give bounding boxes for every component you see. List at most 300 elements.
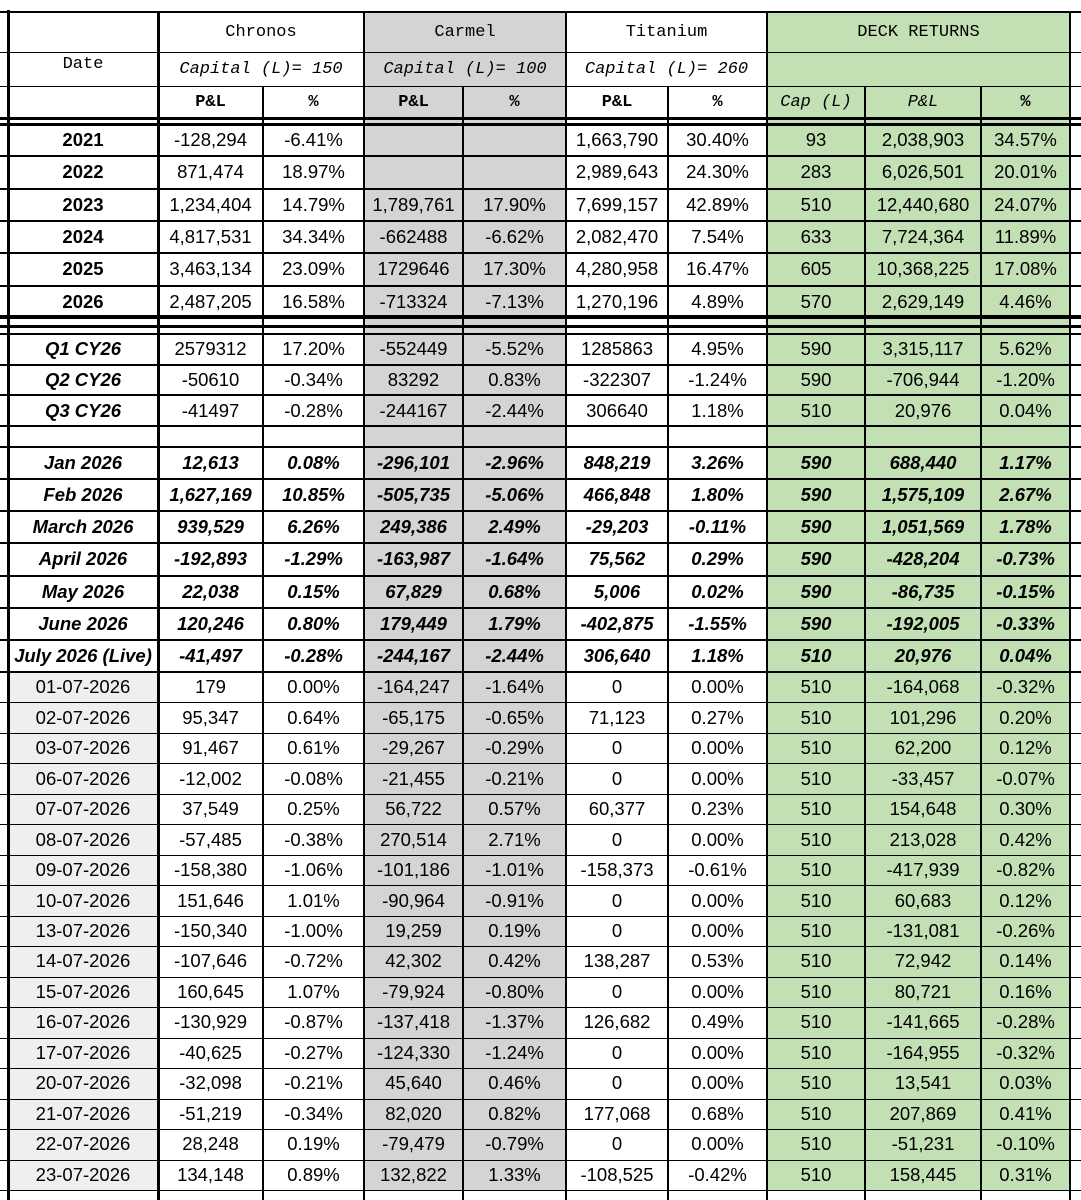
chronos-name: Chronos — [225, 22, 297, 42]
day-row-carmel-pnl: 42,302 — [364, 946, 463, 976]
year-row-deck-pnl: 10,368,225 — [865, 253, 981, 285]
day-row-chronos-pct: -0.21% — [284, 1072, 343, 1094]
day-row-date: 20-07-2026 — [8, 1068, 158, 1098]
month-row-carmel-pnl: 67,829 — [364, 576, 463, 608]
deck-cap-header: Cap (L) — [767, 86, 865, 118]
day-row-chronos-pct: 0.19% — [287, 1133, 340, 1155]
quarter-row-titanium-pnl: 306640 — [586, 399, 648, 421]
year-row-carmel-pct: -7.13% — [463, 286, 566, 318]
day-row-deck-cap: 510 — [767, 1068, 865, 1098]
row-border — [0, 52, 1081, 53]
row-border — [0, 315, 1081, 317]
quarter-row-carmel-pnl: -552449 — [364, 334, 463, 365]
column-border — [667, 86, 669, 1200]
year-row-carmel-pnl: 1,789,761 — [364, 189, 463, 221]
month-row-chronos-pct: -1.29% — [284, 548, 343, 570]
day-row-chronos-pct: 0.00% — [287, 676, 340, 698]
month-row-carmel-pct: -5.06% — [463, 479, 566, 511]
day-row-deck-cap: 510 — [767, 1038, 865, 1068]
day-row-titanium-pct: 0.00% — [691, 767, 744, 789]
day-row-carmel-pnl: 56,722 — [364, 794, 463, 824]
month-row-carmel-pnl: -163,987 — [364, 543, 463, 575]
day-row-chronos-pnl: 37,549 — [182, 798, 239, 820]
year-row-date: 2026 — [8, 286, 158, 318]
quarter-row-carmel-pct: 0.83% — [463, 365, 566, 396]
year-row-deck-cap: 283 — [767, 156, 865, 188]
spacer-cell — [463, 426, 566, 447]
month-row-deck-pct: 2.67% — [981, 479, 1070, 511]
quarter-row-date: Q1 CY26 — [8, 334, 158, 365]
month-row-date: April 2026 — [8, 543, 158, 575]
month-row-carmel-pnl: -244,167 — [364, 640, 463, 672]
day-row-chronos-pnl: -158,380 — [173, 859, 248, 881]
year-row-titanium-pnl: 1,270,196 — [575, 290, 659, 312]
year-row-carmel-pnl: -713324 — [364, 286, 463, 318]
day-row-titanium-pct: 0.68% — [691, 1102, 744, 1124]
chronos-capital: Capital (L)= 150 — [179, 59, 343, 79]
day-row-titanium-pnl: 0 — [611, 737, 623, 759]
day-row-titanium-pct: 0.00% — [691, 737, 744, 759]
month-row-deck-cap: 590 — [767, 576, 865, 608]
year-row-deck-cap: 570 — [767, 286, 865, 318]
column-border — [157, 12, 160, 1200]
deck-pct-header: % — [981, 86, 1070, 118]
day-row-deck-cap: 510 — [767, 977, 865, 1007]
month-row-chronos-pct: 0.80% — [287, 612, 340, 634]
quarter-row-carmel-pnl: -244167 — [364, 395, 463, 426]
year-row-carmel-pnl — [364, 156, 463, 188]
day-row-carmel-pnl: 270,514 — [364, 824, 463, 854]
row-border — [0, 977, 1081, 978]
day-row-deck-pct: 0.42% — [981, 824, 1070, 854]
day-row-deck-pnl: -164,955 — [865, 1038, 981, 1068]
day-row-titanium-pnl: -158,373 — [580, 859, 654, 881]
day-row-carmel-pct: 0.19% — [463, 916, 566, 946]
day-row-titanium-pnl: 0 — [611, 1041, 623, 1063]
day-row-deck-pnl: -417,939 — [865, 855, 981, 885]
carmel-pnl-header: P&L — [364, 86, 463, 118]
year-row-titanium-pct: 4.89% — [691, 290, 744, 312]
day-row-deck-pct: -0.26% — [981, 916, 1070, 946]
day-row-date: 10-07-2026 — [8, 885, 158, 915]
month-row-carmel-pct: 0.68% — [463, 576, 566, 608]
day-row-chronos-pnl: 95,347 — [182, 706, 239, 728]
day-row-carmel-pnl: 82,020 — [364, 1099, 463, 1129]
month-row-titanium-pnl: 5,006 — [593, 580, 641, 602]
day-row-deck-cap: 510 — [767, 1160, 865, 1190]
month-row-chronos-pct: -0.28% — [284, 644, 343, 666]
year-row-titanium-pnl: 7,699,157 — [575, 193, 659, 215]
day-row-deck-pct: 0.12% — [981, 885, 1070, 915]
month-row-deck-pnl: -192,005 — [865, 608, 981, 640]
month-row-carmel-pnl: 249,386 — [364, 511, 463, 543]
row-border — [0, 1068, 1081, 1069]
day-row-date: 03-07-2026 — [8, 733, 158, 763]
day-row-chronos-pnl: -57,485 — [179, 828, 242, 850]
row-border — [0, 1160, 1081, 1161]
day-row-chronos-pnl: -150,340 — [173, 919, 248, 941]
spacer-cell — [981, 426, 1070, 447]
year-row-date: 2025 — [8, 253, 158, 285]
year-row-deck-pnl: 6,026,501 — [865, 156, 981, 188]
day-row-date: 02-07-2026 — [8, 702, 158, 732]
month-row-titanium-pct: -0.11% — [688, 516, 747, 538]
day-row-carmel-pnl: 132,822 — [364, 1160, 463, 1190]
day-row-titanium-pct: 0.00% — [691, 980, 744, 1002]
month-row-chronos-pnl: 1,627,169 — [169, 484, 252, 506]
quarter-row-carmel-pnl: 83292 — [364, 365, 463, 396]
month-row-chronos-pnl: 120,246 — [177, 612, 244, 634]
spacer-cell — [767, 426, 865, 447]
month-row-chronos-pnl: -192,893 — [173, 548, 248, 570]
row-border — [0, 702, 1081, 703]
year-row-chronos-pnl: 3,463,134 — [169, 258, 252, 280]
day-row-deck-cap: 510 — [767, 794, 865, 824]
day-row-titanium-pct: -0.61% — [688, 859, 747, 881]
day-row-date: 13-07-2026 — [8, 916, 158, 946]
day-row-titanium-pnl: 0 — [611, 767, 623, 789]
day-row-deck-cap: 510 — [767, 1129, 865, 1159]
day-row-date: 07-07-2026 — [8, 794, 158, 824]
year-row-deck-pct: 24.07% — [981, 189, 1070, 221]
year-row-carmel-pct — [463, 124, 566, 156]
day-row-chronos-pct: -0.34% — [284, 1102, 343, 1124]
day-row-titanium-pct: 0.53% — [691, 950, 744, 972]
quarter-row-deck-pct: -1.20% — [981, 365, 1070, 396]
month-row-date: Jan 2026 — [8, 447, 158, 479]
day-row-deck-pct: 0.14% — [981, 946, 1070, 976]
year-row-deck-cap: 633 — [767, 221, 865, 253]
month-row-chronos-pct: 0.15% — [287, 580, 340, 602]
day-row-chronos-pnl: 151,646 — [177, 889, 244, 911]
quarter-row-date: Q3 CY26 — [8, 395, 158, 426]
year-row-carmel-pct: 17.90% — [463, 189, 566, 221]
month-row-deck-pnl: 20,976 — [865, 640, 981, 672]
row-border — [0, 916, 1081, 917]
year-row-chronos-pnl: 871,474 — [177, 161, 244, 183]
day-row-date: 16-07-2026 — [8, 1007, 158, 1037]
day-row-deck-pnl: -51,231 — [865, 1129, 981, 1159]
year-row-carmel-pnl — [364, 124, 463, 156]
day-row-deck-pnl: 207,869 — [865, 1099, 981, 1129]
day-row-carmel-pct: 1.33% — [463, 1160, 566, 1190]
row-border — [0, 671, 1081, 673]
month-row-titanium-pct: 1.80% — [691, 484, 744, 506]
spacer-cell — [865, 426, 981, 447]
year-row-deck-cap: 510 — [767, 189, 865, 221]
row-border — [0, 575, 1081, 577]
month-row-titanium-pnl: 75,562 — [588, 548, 646, 570]
day-row-carmel-pct: -1.64% — [463, 672, 566, 702]
month-row-deck-pct: -0.15% — [981, 576, 1070, 608]
row-border — [0, 317, 1081, 319]
day-row-deck-pnl: 213,028 — [865, 824, 981, 854]
titanium-pct-header: % — [712, 92, 723, 112]
month-row-date: June 2026 — [8, 608, 158, 640]
row-border — [0, 394, 1081, 396]
row-border — [0, 542, 1081, 544]
day-row-titanium-pct: -0.42% — [688, 1163, 747, 1185]
row-border — [0, 478, 1081, 480]
day-row-deck-pnl: 101,296 — [865, 702, 981, 732]
month-row-titanium-pnl: 466,848 — [583, 484, 651, 506]
year-row-titanium-pnl: 4,280,958 — [575, 258, 659, 280]
year-row-date: 2022 — [8, 156, 158, 188]
day-row-deck-pct: -0.07% — [981, 763, 1070, 793]
row-border — [0, 824, 1081, 825]
month-row-deck-pct: -0.33% — [981, 608, 1070, 640]
day-row-carmel-pct: 0.46% — [463, 1068, 566, 1098]
day-row-date: 08-07-2026 — [8, 824, 158, 854]
day-row-carmel-pct: 0.82% — [463, 1099, 566, 1129]
day-row-chronos-pnl: 179 — [195, 676, 226, 698]
month-row-titanium-pct: 0.29% — [691, 548, 744, 570]
day-row-chronos-pnl: -40,625 — [179, 1041, 242, 1063]
month-row-chronos-pct: 0.08% — [287, 452, 340, 474]
quarter-row-chronos-pct: -0.34% — [284, 368, 343, 390]
month-row-titanium-pnl: 848,219 — [583, 452, 651, 474]
day-row-deck-pct: 0.20% — [981, 702, 1070, 732]
day-row-carmel-pct: 0.42% — [463, 946, 566, 976]
year-row-deck-cap: 605 — [767, 253, 865, 285]
row-border — [0, 333, 1081, 335]
row-border — [0, 639, 1081, 641]
year-row-titanium-pct: 42.89% — [686, 193, 749, 215]
row-border — [0, 425, 1081, 427]
day-row-deck-pct: 0.03% — [981, 1068, 1070, 1098]
month-row-deck-cap: 590 — [767, 479, 865, 511]
day-row-deck-cap: 510 — [767, 702, 865, 732]
month-row-deck-cap: 590 — [767, 447, 865, 479]
month-row-deck-pct: 1.17% — [981, 447, 1070, 479]
month-row-date: March 2026 — [8, 511, 158, 543]
day-row-carmel-pct: -1.37% — [463, 1007, 566, 1037]
day-row-chronos-pct: -0.38% — [284, 828, 343, 850]
day-row-deck-cap: 510 — [767, 672, 865, 702]
day-row-deck-pct: -0.10% — [981, 1129, 1070, 1159]
quarter-row-chronos-pnl: 2579312 — [174, 338, 247, 360]
column-border — [565, 12, 567, 1200]
year-row-chronos-pnl: 2,487,205 — [169, 290, 252, 312]
day-row-titanium-pct: 0.00% — [691, 1133, 744, 1155]
year-row-deck-pnl: 7,724,364 — [865, 221, 981, 253]
month-row-date: Feb 2026 — [8, 479, 158, 511]
day-row-carmel-pnl: -101,186 — [364, 855, 463, 885]
year-row-date: 2023 — [8, 189, 158, 221]
day-row-deck-pnl: 72,942 — [865, 946, 981, 976]
quarter-row-chronos-pct: 17.20% — [282, 338, 345, 360]
day-row-date: 21-07-2026 — [8, 1099, 158, 1129]
day-row-titanium-pct: 0.00% — [691, 919, 744, 941]
deck-returns-header: DECK RETURNS — [767, 12, 1070, 52]
deck-blank — [767, 52, 865, 86]
day-row-carmel-pct: -0.91% — [463, 885, 566, 915]
year-row-chronos-pnl: -128,294 — [173, 129, 248, 151]
quarter-row-deck-pct: 5.62% — [981, 334, 1070, 365]
year-row-titanium-pct: 7.54% — [691, 226, 744, 248]
month-row-deck-pct: 0.04% — [981, 640, 1070, 672]
row-border — [0, 510, 1081, 512]
row-border — [0, 733, 1081, 734]
month-row-chronos-pct: 10.85% — [282, 484, 345, 506]
year-row-chronos-pct: 18.97% — [282, 161, 345, 183]
month-row-deck-pct: -0.73% — [981, 543, 1070, 575]
quarter-row-carmel-pct: -5.52% — [463, 334, 566, 365]
day-row-titanium-pnl: 0 — [611, 889, 623, 911]
month-row-deck-cap: 590 — [767, 543, 865, 575]
month-row-titanium-pnl: -29,203 — [585, 516, 649, 538]
row-border — [0, 325, 1081, 328]
day-row-carmel-pct: -0.79% — [463, 1129, 566, 1159]
row-border — [0, 446, 1081, 448]
day-row-date: 22-07-2026 — [8, 1129, 158, 1159]
quarter-row-titanium-pnl: -322307 — [583, 368, 651, 390]
day-row-chronos-pct: 0.25% — [287, 798, 340, 820]
month-row-carmel-pct: 1.79% — [463, 608, 566, 640]
deck-pnl-header: P&L — [865, 86, 981, 118]
quarter-row-titanium-pnl: 1285863 — [580, 338, 654, 360]
month-row-chronos-pnl: -41,497 — [179, 644, 242, 666]
month-row-deck-pnl: 1,575,109 — [865, 479, 981, 511]
year-row-chronos-pct: 14.79% — [282, 193, 345, 215]
carmel-name: Carmel — [364, 12, 566, 52]
day-row-chronos-pct: -0.87% — [284, 1011, 343, 1033]
day-row-carmel-pct: -0.21% — [463, 763, 566, 793]
column-border — [766, 12, 768, 1200]
row-border — [0, 946, 1081, 947]
quarter-row-deck-cap: 590 — [767, 334, 865, 365]
year-row-deck-pnl: 2,038,903 — [865, 124, 981, 156]
quarter-row-deck-pct: 0.04% — [981, 395, 1070, 426]
day-row-chronos-pct: 0.89% — [287, 1163, 340, 1185]
month-row-deck-pct: 1.78% — [981, 511, 1070, 543]
day-row-date: 15-07-2026 — [8, 977, 158, 1007]
day-row-deck-pnl: 13,541 — [865, 1068, 981, 1098]
year-row-chronos-pct: 23.09% — [282, 258, 345, 280]
quarter-row-carmel-pct: -2.44% — [463, 395, 566, 426]
day-row-date: 09-07-2026 — [8, 855, 158, 885]
year-row-deck-pct: 34.57% — [981, 124, 1070, 156]
day-row-titanium-pnl: 60,377 — [588, 798, 646, 820]
year-row-carmel-pnl: -662488 — [364, 221, 463, 253]
year-row-deck-pct: 17.08% — [981, 253, 1070, 285]
day-row-chronos-pnl: 160,645 — [177, 980, 244, 1002]
column-border — [462, 86, 464, 1200]
day-row-carmel-pnl: -79,479 — [364, 1129, 463, 1159]
year-row-date: 2021 — [8, 124, 158, 156]
titanium-name: Titanium — [625, 22, 708, 42]
quarter-row-deck-pnl: 20,976 — [865, 395, 981, 426]
day-row-deck-pnl: 158,445 — [865, 1160, 981, 1190]
row-border — [0, 885, 1081, 886]
day-row-titanium-pnl: 138,287 — [583, 950, 651, 972]
month-row-carmel-pct: -1.64% — [463, 543, 566, 575]
year-row-titanium-pnl: 2,989,643 — [575, 161, 659, 183]
day-row-deck-pnl: -164,068 — [865, 672, 981, 702]
day-row-deck-cap: 510 — [767, 824, 865, 854]
day-row-carmel-pct: -1.24% — [463, 1038, 566, 1068]
month-row-carmel-pct: 2.49% — [463, 511, 566, 543]
spacer-cell — [364, 426, 463, 447]
day-row-carmel-pnl: -29,267 — [364, 733, 463, 763]
day-row-carmel-pnl: -21,455 — [364, 763, 463, 793]
day-row-carmel-pnl: -65,175 — [364, 702, 463, 732]
quarter-row-chronos-pnl: -41497 — [181, 399, 240, 421]
row-border — [0, 117, 1081, 120]
day-row-chronos-pct: -0.08% — [284, 767, 343, 789]
day-row-deck-cap: 510 — [767, 946, 865, 976]
row-border — [0, 220, 1081, 222]
day-row-titanium-pnl: 126,682 — [583, 1011, 651, 1033]
day-row-carmel-pnl: -79,924 — [364, 977, 463, 1007]
day-row-titanium-pnl: 71,123 — [588, 706, 646, 728]
day-row-chronos-pnl: -32,098 — [179, 1072, 242, 1094]
year-row-deck-pct: 11.89% — [981, 221, 1070, 253]
day-row-chronos-pnl: -51,219 — [179, 1102, 242, 1124]
year-row-titanium-pct: 30.40% — [686, 129, 749, 151]
day-row-chronos-pnl: -130,929 — [173, 1011, 248, 1033]
day-row-chronos-pct: 0.64% — [287, 706, 340, 728]
row-border — [0, 123, 1081, 126]
day-row-deck-pnl: -33,457 — [865, 763, 981, 793]
day-row-carmel-pct: -0.65% — [463, 702, 566, 732]
day-row-deck-pnl: 80,721 — [865, 977, 981, 1007]
day-row-deck-pnl: -131,081 — [865, 916, 981, 946]
day-row-titanium-pnl: 0 — [611, 828, 623, 850]
row-border — [0, 1099, 1081, 1100]
day-row-date: 06-07-2026 — [8, 763, 158, 793]
quarter-row-chronos-pnl: -50610 — [181, 368, 240, 390]
year-row-titanium-pnl: 2,082,470 — [575, 226, 659, 248]
quarter-row-titanium-pct: -1.24% — [688, 368, 747, 390]
quarter-row-deck-cap: 510 — [767, 395, 865, 426]
row-border — [0, 285, 1081, 287]
day-row-carmel-pnl: 45,640 — [364, 1068, 463, 1098]
month-row-titanium-pnl: 306,640 — [583, 644, 651, 666]
row-border — [0, 1038, 1081, 1039]
month-row-carmel-pnl: 179,449 — [364, 608, 463, 640]
day-row-deck-pct: 0.41% — [981, 1099, 1070, 1129]
date-header: Date — [8, 10, 158, 118]
column-border — [864, 86, 866, 1200]
day-row-chronos-pnl: 91,467 — [182, 737, 239, 759]
month-row-chronos-pnl: 12,613 — [182, 452, 239, 474]
row-border — [0, 252, 1081, 254]
year-row-deck-pnl: 2,629,149 — [865, 286, 981, 318]
row-border — [0, 763, 1081, 764]
month-row-titanium-pct: 3.26% — [691, 452, 744, 474]
month-row-deck-cap: 510 — [767, 640, 865, 672]
month-row-chronos-pct: 6.26% — [287, 516, 340, 538]
month-row-carmel-pnl: -505,735 — [364, 479, 463, 511]
year-row-titanium-pnl: 1,663,790 — [575, 129, 659, 151]
quarter-row-date: Q2 CY26 — [8, 365, 158, 396]
day-row-deck-pnl: -141,665 — [865, 1007, 981, 1037]
row-border — [0, 364, 1081, 366]
day-row-deck-pnl: 62,200 — [865, 733, 981, 763]
column-border — [262, 86, 264, 1200]
day-row-chronos-pct: -1.00% — [284, 919, 343, 941]
day-row-titanium-pnl: 177,068 — [583, 1102, 651, 1124]
day-row-deck-pct: 0.30% — [981, 794, 1070, 824]
row-border — [0, 855, 1081, 856]
titanium-capital: Capital (L)= 260 — [584, 59, 749, 79]
day-row-deck-pnl: 60,683 — [865, 885, 981, 915]
day-row-date: 14-07-2026 — [8, 946, 158, 976]
quarter-row-deck-cap: 590 — [767, 365, 865, 396]
deck-blank — [981, 52, 1070, 86]
day-row-deck-cap: 510 — [767, 1007, 865, 1037]
